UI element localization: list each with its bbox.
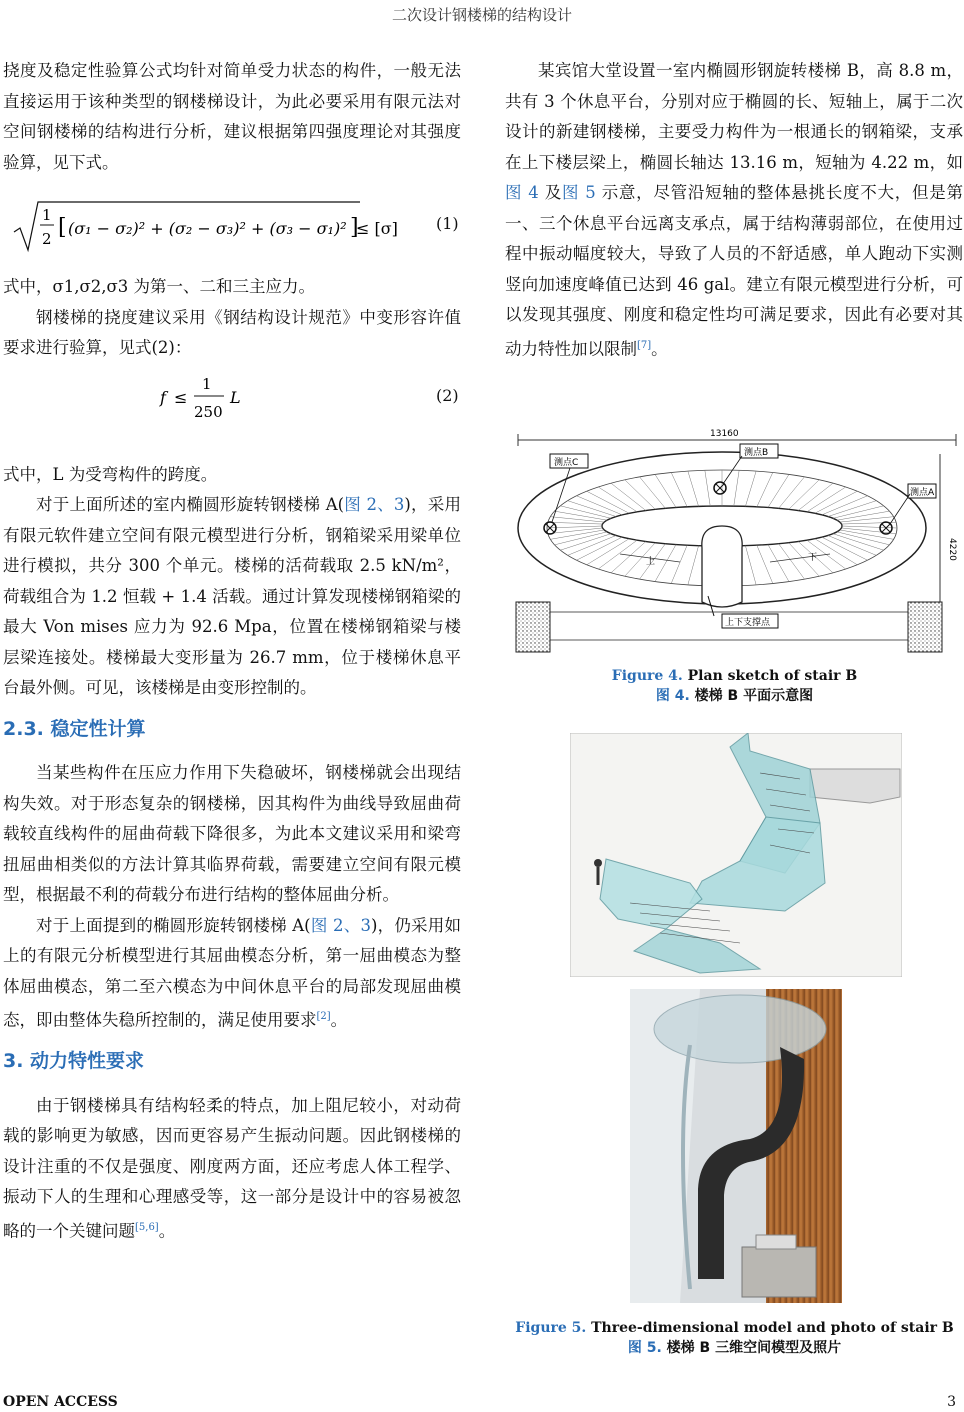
svg-text:f: f	[160, 388, 166, 407]
stair-tread	[745, 471, 756, 506]
stair-tread	[779, 477, 805, 509]
citation-link[interactable]: [2]	[316, 1011, 331, 1022]
figure-5-link[interactable]: 图 5	[561, 183, 596, 202]
figure-4-caption: Figure 4. Plan sketch of stair B 图 4. 楼梯 B 平面示意图	[611, 668, 858, 704]
stair-tread	[671, 472, 687, 506]
figure-5-photo	[630, 989, 842, 1303]
equation-number: (2)	[436, 386, 459, 405]
running-header: 二次设计钢楼梯的结构设计	[391, 6, 572, 24]
stair-tread	[587, 491, 630, 513]
stair-tread	[822, 496, 868, 515]
figure-reference-link[interactable]: 图 2、3	[344, 495, 405, 514]
figure-reference-link[interactable]: 图 2、3	[310, 915, 371, 935]
equation-number: (1)	[436, 214, 459, 233]
stair-tread	[705, 470, 710, 506]
stair-tread	[671, 545, 687, 583]
dimension-short: 4220	[947, 538, 957, 561]
stair-tread	[815, 491, 858, 513]
stair-tread	[842, 526, 897, 528]
citation-link[interactable]: [7]	[637, 339, 652, 351]
paragraph: 当某些构件在压应力作用下失稳破坏，钢楼梯就会出现结构失效。对于形态复杂的钢楼梯，因其构件为曲线导致屈曲荷载较直线构件的屈曲荷载下降很多，为此本文建议采用和梁弯扭屈曲相类似的方法计算其临界荷载，需要建立空间有限元模型，根据最不利的荷载分布进行结构的整体屈曲分析。	[3, 763, 461, 904]
equation-1-rhs	[350, 198, 410, 256]
stair-tread	[768, 544, 789, 581]
stair-tread	[655, 544, 676, 581]
equation-1	[10, 198, 370, 256]
svg-text:(σ₁ − σ₂)² + (σ₂ − σ₃)² + (σ₃: (σ₁ − σ₂)² + (σ₂ − σ₃)² + (σ₃ − σ₁)²	[68, 219, 347, 238]
footer-open-access: OPEN ACCESS	[3, 1394, 118, 1410]
stair-tread	[550, 517, 604, 522]
figure-5-caption: Figure 5. Three-dimensional model and photo of stair B 图 5. 楼梯 B 三维空间模型及照片	[515, 1320, 954, 1356]
stair-tread	[555, 511, 608, 520]
figure-4-plan-sketch	[510, 426, 964, 662]
citation-link[interactable]: [5,6]	[135, 1221, 159, 1233]
stair-tread	[789, 480, 820, 510]
svg-text:]: ]	[350, 215, 359, 240]
paragraph: 某宾馆大堂设置一室内椭圆形钢旋转楼梯 B，高 8.8 m，共有 3 个休息平台，分别对应于椭圆的长、短轴上，属于二次设计的新建钢楼梯，主要受力构件为一根通长的钢箱梁，支承在上下楼层梁上，椭圆长轴达 13.16 m，短轴为 4.22 m，如图 4 及图 5 示意，尽管沿短轴的整体悬挑长度不大，但是第一、三个休息平台远离支承点，属于结构薄弱部位，在使用过程中振动幅度较大，导致了人员的不舒适感，单人跑动下实测竖向加速度峰值已达到 46 gal。建立有限元模型进行分析，可以发现其强度、刚度和稳定性均可满足要求，因此有必要对其动力特性加以限制[7]。	[505, 61, 964, 358]
svg-text:≤ [σ]: ≤ [σ]	[356, 219, 398, 238]
stair-tread	[655, 474, 676, 507]
stair-tread	[779, 544, 805, 580]
svg-text:L: L	[230, 388, 241, 407]
label-point-c: 测点C	[554, 458, 579, 468]
svg-text:250: 250	[194, 403, 223, 421]
label-up: 上	[646, 557, 656, 567]
label-support-point: 上下支撑点	[725, 618, 771, 628]
label-down: 下	[808, 553, 818, 563]
stair-tread	[745, 546, 756, 585]
paragraph: 由于钢楼梯具有结构轻柔的特点，加上阻尼较小，对动荷载的影响更为敏感，因而更容易产生振动问题。因此钢楼梯的设计注重的不仅是强度、刚度两方面，还应考虑人体工程学、振动下人的生理和心理感受等，这一部分是设计中的容易被忽略的一个关键问题[5,6]。	[3, 1095, 461, 1240]
paragraph: 对于上面提到的椭圆形旋转钢楼梯 A(图 2、3)，仍采用如上的有限元分析模型进行其屈曲模态分析，第一屈曲模态为整体屈曲模态，第二至六模态为中间休息平台的局部发现屈曲模态，即由整体失稳所控制的，满足使用要求[2]。	[3, 915, 461, 1030]
stair-tread	[757, 545, 773, 583]
stair-tread	[568, 501, 617, 517]
equation-2	[150, 365, 270, 427]
stair-tread	[548, 522, 603, 524]
eq1-explanation: 式中，σ1,σ2,σ3 为第一、二和三主应力。	[3, 277, 316, 296]
stair-tread	[828, 501, 877, 517]
stair-tread	[757, 472, 773, 506]
svg-text:[: [	[58, 215, 67, 240]
stair-tread	[625, 480, 656, 510]
stair-tread	[688, 471, 699, 506]
paragraph: 对于上面所述的室内椭圆形旋转钢楼梯 A(图 2、3)，采用有限元软件建立空间有限元模型进行分析，钢箱梁采用梁单位进行模拟，共分 300 个单元。楼梯的活荷载取 2.5 kN/m²，荷载组合为 1.2 恒载 + 1.4 活载。通过计算发现楼梯钢箱梁的最大 Von mises 应力为 92.6 Mpa，位置在楼梯钢箱梁与楼层梁连接处。楼梯最大变形量为 26.7 mm，位于楼梯休息平台最外侧。可见，该楼梯是由变形控制的。	[3, 495, 461, 697]
figure-4-link[interactable]: 图 4	[505, 183, 539, 202]
dimension-long: 13160	[710, 429, 739, 439]
eq2-explanation: 式中，L 为受弯构件的跨度。	[3, 464, 218, 484]
section-heading-2-3: 2.3. 稳定性计算	[3, 717, 146, 740]
stair-tread	[837, 511, 890, 520]
stair-tread	[688, 546, 699, 585]
stair-tread	[640, 477, 666, 509]
label-point-a: 测点A	[910, 488, 935, 498]
label-point-b: 测点B	[744, 448, 769, 458]
svg-text:1: 1	[202, 375, 212, 393]
stair-tread	[768, 474, 789, 507]
svg-text:≤: ≤	[174, 388, 188, 407]
paragraph: 挠度及稳定性验算公式均针对简单受力状态的构件，一般无法直接运用于该种类型的钢楼梯设计，为此必要采用有限元法对空间钢楼梯的结构进行分析，建议根据第四强度理论对其强度验算，见下式。	[3, 61, 461, 172]
right-column	[505, 56, 963, 365]
page-number: 3	[947, 1394, 956, 1410]
svg-text:2: 2	[42, 230, 52, 248]
svg-text:1: 1	[42, 206, 52, 224]
stair-tread	[841, 528, 896, 534]
paragraph: 钢楼梯的挠度建议采用《钢结构设计规范》中变形容许值要求进行验算，见式(2)：	[3, 307, 461, 357]
figure-5-3d-model	[570, 733, 902, 977]
stair-tread	[734, 470, 739, 506]
section-heading-3: 3. 动力特性要求	[3, 1050, 145, 1072]
stair-tread	[576, 496, 622, 515]
